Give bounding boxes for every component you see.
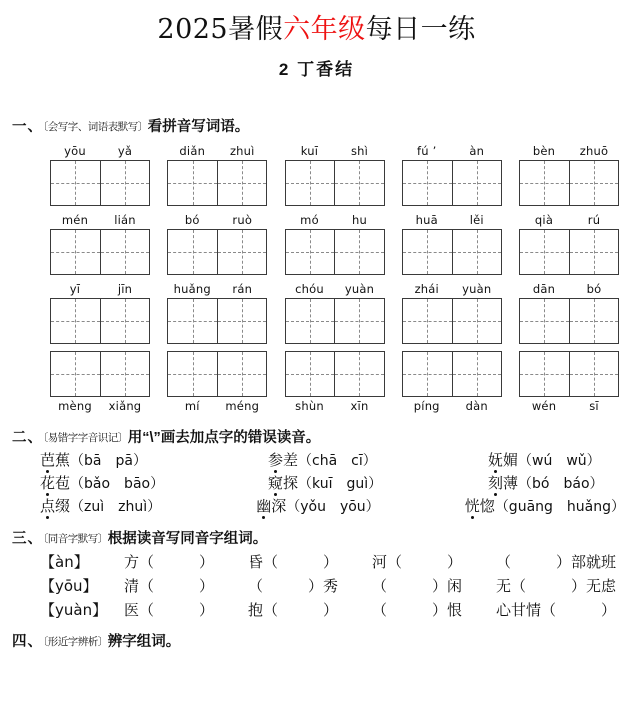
section-two-heading xyxy=(12,429,625,447)
section-four-title: 辨字组词。 xyxy=(107,633,181,650)
tianzige-cell[interactable] xyxy=(168,299,217,343)
pinyin-syllable: mó xyxy=(300,212,319,227)
section-two-number: 二、 xyxy=(12,429,43,446)
pronunciation-item[interactable] xyxy=(40,496,256,517)
tianzige-group xyxy=(519,351,619,413)
section-three-heading xyxy=(12,530,625,548)
page-header xyxy=(0,0,633,80)
tianzige-cell[interactable] xyxy=(168,161,217,205)
pinyin-syllable: qià xyxy=(534,212,554,227)
page-title-suffix: 每日一练 xyxy=(365,14,476,45)
tianzige-cell[interactable] xyxy=(569,299,618,343)
homophone-blank[interactable]: 方（ ） xyxy=(124,552,215,571)
pinyin-syllable: zhuō xyxy=(579,143,609,158)
tianzige-group xyxy=(167,282,267,344)
pinyin-syllable: shì xyxy=(350,143,369,158)
pinyin-pair xyxy=(519,144,619,158)
word-char: 惚 xyxy=(479,496,495,515)
dotted-char: 幽 xyxy=(256,496,272,515)
tianzige-cell[interactable] xyxy=(217,230,266,274)
homophone-blank[interactable]: 昏（ ） xyxy=(248,552,339,571)
homophone-blank[interactable]: （ ）恨 xyxy=(372,600,463,619)
pinyin-syllable: diǎn xyxy=(179,143,206,158)
dotted-char: 刻 xyxy=(488,473,504,492)
pinyin-syllable: dàn xyxy=(465,398,488,413)
pronunciation-row xyxy=(40,496,625,517)
tianzige-box-pair[interactable] xyxy=(402,351,502,397)
pinyin-pair xyxy=(285,144,385,158)
tianzige-group xyxy=(519,213,619,275)
dotted-char: 芭 xyxy=(40,450,56,469)
tianzige-group xyxy=(50,351,150,413)
pronunciation-options[interactable]: （kuī guì） xyxy=(298,475,383,492)
word-char: 蕉 xyxy=(55,450,71,469)
pinyin-syllable: bó xyxy=(184,212,200,227)
tianzige-group xyxy=(402,213,502,275)
pinyin-syllable: bèn xyxy=(532,143,556,158)
tianzige-cell[interactable] xyxy=(452,161,501,205)
pinyin-pair xyxy=(402,144,502,158)
pinyin-syllable: rán xyxy=(232,281,253,296)
pinyin-syllable: lián xyxy=(114,212,136,227)
section-four-heading xyxy=(12,633,625,651)
tianzige-cell[interactable] xyxy=(51,230,100,274)
pinyin-syllable: lěi xyxy=(469,212,484,227)
tianzige-cell[interactable] xyxy=(403,161,452,205)
pinyin-syllable: yuàn xyxy=(344,281,375,296)
pronunciation-options[interactable]: （zuì zhuì） xyxy=(70,498,162,515)
homophone-pinyin-key: 【yuàn】 xyxy=(40,600,108,619)
tianzige-cell[interactable] xyxy=(286,352,335,396)
pinyin-syllable: àn xyxy=(469,143,485,158)
tianzige-box-pair[interactable] xyxy=(519,160,619,206)
pinyin-syllable: dān xyxy=(532,281,556,296)
section-pinyin-writing xyxy=(0,118,633,412)
word-char: 薄 xyxy=(503,473,519,492)
page-title-highlight: 六年级 xyxy=(283,14,366,45)
dotted-char: 妩 xyxy=(488,450,504,469)
tianzige-cell[interactable] xyxy=(520,299,569,343)
page-title xyxy=(0,14,633,46)
pinyin-pair xyxy=(50,399,150,413)
dotted-char: 参 xyxy=(268,450,284,469)
tianzige-cell[interactable] xyxy=(334,230,383,274)
tianzige-row xyxy=(12,282,625,344)
tianzige-box-pair[interactable] xyxy=(167,229,267,275)
tianzige-cell[interactable] xyxy=(452,299,501,343)
pinyin-pair xyxy=(50,144,150,158)
pinyin-syllable: huǎng xyxy=(173,281,211,296)
homophone-row xyxy=(40,551,625,573)
homophone-pinyin-key: 【àn】 xyxy=(40,552,89,571)
pronunciation-options[interactable]: （guāng huǎng） xyxy=(494,498,625,515)
pronunciation-row xyxy=(40,450,625,471)
pronunciation-item[interactable] xyxy=(256,496,465,517)
section-one-heading xyxy=(12,118,625,136)
pinyin-syllable: píng xyxy=(413,398,440,413)
tianzige-group xyxy=(167,144,267,206)
tianzige-box-pair[interactable] xyxy=(167,298,267,344)
pronunciation-item[interactable] xyxy=(465,496,625,517)
pinyin-pair xyxy=(50,213,150,227)
word-char: 差 xyxy=(283,450,299,469)
section-two-tag: 〔易错字字音识记〕 xyxy=(43,431,128,444)
tianzige-cell[interactable] xyxy=(403,299,452,343)
pinyin-syllable: chóu xyxy=(295,281,324,296)
tianzige-group xyxy=(285,213,385,275)
pinyin-syllable: zhuì xyxy=(229,143,255,158)
tianzige-cell[interactable] xyxy=(217,299,266,343)
pronunciation-options[interactable]: （yǒu yōu） xyxy=(286,498,380,515)
page-title-prefix: 2025暑假 xyxy=(157,14,284,45)
pinyin-syllable: méng xyxy=(225,398,260,413)
pinyin-syllable: kuī xyxy=(300,143,319,158)
pinyin-pair xyxy=(285,213,385,227)
tianzige-group xyxy=(50,144,150,206)
tianzige-cell[interactable] xyxy=(520,352,569,396)
section-one-title: 看拼音写词语。 xyxy=(147,119,250,136)
tianzige-row xyxy=(12,213,625,275)
pronunciation-options[interactable]: （bǎo bāo） xyxy=(70,475,165,492)
tianzige-group xyxy=(285,351,385,413)
pinyin-syllable: mén xyxy=(61,212,89,227)
tianzige-box-pair[interactable] xyxy=(167,160,267,206)
pinyin-syllable: yōu xyxy=(64,143,86,158)
pronunciation-item[interactable] xyxy=(268,473,488,494)
tianzige-group xyxy=(519,282,619,344)
pinyin-syllable: jīn xyxy=(117,281,133,296)
tianzige-cell[interactable] xyxy=(520,161,569,205)
homophone-blank[interactable]: 无（ ）无虑 xyxy=(496,576,617,595)
pinyin-syllable: hu xyxy=(352,212,367,227)
homophone-blank[interactable]: （ ）部就班 xyxy=(496,552,617,571)
tianzige-box-pair[interactable] xyxy=(519,229,619,275)
tianzige-cell[interactable] xyxy=(452,230,501,274)
pinyin-syllable: wén xyxy=(531,398,557,413)
pinyin-pair xyxy=(519,213,619,227)
page-subtitle: 2 丁香结 xyxy=(278,60,355,80)
homophone-blank[interactable]: 抱（ ） xyxy=(248,600,339,619)
pinyin-syllable: shùn xyxy=(295,398,324,413)
pinyin-pair xyxy=(519,282,619,296)
tianzige-cell[interactable] xyxy=(100,299,149,343)
tianzige-box-pair[interactable] xyxy=(50,351,150,397)
tianzige-group xyxy=(167,213,267,275)
pronunciation-row xyxy=(40,473,625,494)
tianzige-cell[interactable] xyxy=(569,161,618,205)
tianzige-cell[interactable] xyxy=(452,352,501,396)
tianzige-cell[interactable] xyxy=(334,352,383,396)
pronunciation-options[interactable]: （bā pā） xyxy=(70,452,147,469)
dotted-char: 窥 xyxy=(268,473,284,492)
pinyin-syllable: sī xyxy=(589,398,599,413)
homophone-row xyxy=(40,575,625,597)
tianzige-cell[interactable] xyxy=(334,299,383,343)
tianzige-row xyxy=(12,144,625,206)
pinyin-pair xyxy=(402,282,502,296)
tianzige-cell[interactable] xyxy=(51,352,100,396)
tianzige-box-pair[interactable] xyxy=(50,298,150,344)
homophone-blank[interactable]: 清（ ） xyxy=(124,576,215,595)
section-three-tag: 〔同音字默写〕 xyxy=(43,532,108,545)
tianzige-cell[interactable] xyxy=(403,352,452,396)
tianzige-box-pair[interactable] xyxy=(402,160,502,206)
pronunciation-item[interactable] xyxy=(488,473,604,494)
tianzige-box-pair[interactable] xyxy=(402,229,502,275)
pinyin-pair xyxy=(402,399,502,413)
tianzige-cell[interactable] xyxy=(286,230,335,274)
tianzige-box-pair[interactable] xyxy=(285,298,385,344)
pinyin-pair xyxy=(285,399,385,413)
homophone-blank[interactable]: 医（ ） xyxy=(124,600,215,619)
pronunciation-item[interactable] xyxy=(268,450,488,471)
pinyin-syllable: yǎ xyxy=(117,143,133,158)
tianzige-box-pair[interactable] xyxy=(519,351,619,397)
pinyin-pair xyxy=(167,144,267,158)
section-four-tag: 〔形近字辨析〕 xyxy=(43,635,108,648)
tianzige-box-pair[interactable] xyxy=(402,298,502,344)
section-wrong-pronunciation xyxy=(0,429,633,517)
word-char: 缀 xyxy=(55,496,71,515)
pronunciation-options[interactable]: （wú wǔ） xyxy=(518,452,601,469)
section-four-number: 四、 xyxy=(12,633,43,650)
pronunciation-options[interactable]: （chā cī） xyxy=(298,452,377,469)
pinyin-syllable: rú xyxy=(587,212,601,227)
tianzige-cell[interactable] xyxy=(168,230,217,274)
pinyin-pair xyxy=(167,282,267,296)
pinyin-pair xyxy=(50,282,150,296)
tianzige-group xyxy=(50,282,150,344)
pronunciation-rows xyxy=(12,450,625,517)
dotted-char: 花 xyxy=(40,473,56,492)
pinyin-syllable: xīn xyxy=(350,398,369,413)
pinyin-syllable: ruò xyxy=(232,212,253,227)
pinyin-pair xyxy=(167,213,267,227)
tianzige-cell[interactable] xyxy=(520,230,569,274)
section-three-title: 根据读音写同音字组词。 xyxy=(107,530,268,547)
pronunciation-options[interactable]: （bó báo） xyxy=(518,475,604,492)
tianzige-cell[interactable] xyxy=(100,352,149,396)
homophone-blank[interactable]: 河（ ） xyxy=(372,552,463,571)
tianzige-row xyxy=(12,351,625,413)
word-char: 深 xyxy=(271,496,287,515)
tianzige-cell[interactable] xyxy=(569,352,618,396)
tianzige-cell[interactable] xyxy=(217,352,266,396)
section-three-number: 三、 xyxy=(12,530,43,547)
pinyin-syllable: xiǎng xyxy=(108,398,142,413)
tianzige-group xyxy=(285,282,385,344)
tianzige-group xyxy=(50,213,150,275)
tianzige-box-pair[interactable] xyxy=(285,229,385,275)
pronunciation-item[interactable] xyxy=(488,450,601,471)
tianzige-box-pair[interactable] xyxy=(285,351,385,397)
pinyin-syllable: zhái xyxy=(414,281,439,296)
dotted-char: 点 xyxy=(40,496,56,515)
tianzige-cell[interactable] xyxy=(217,161,266,205)
tianzige-box-pair[interactable] xyxy=(50,160,150,206)
homophone-blank[interactable]: （ ）闲 xyxy=(372,576,463,595)
tianzige-group xyxy=(402,144,502,206)
pronunciation-item[interactable] xyxy=(40,473,268,494)
tianzige-cell[interactable] xyxy=(168,352,217,396)
section-similar-characters xyxy=(0,633,633,651)
tianzige-box-pair[interactable] xyxy=(285,160,385,206)
tianzige-cell[interactable] xyxy=(286,299,335,343)
pinyin-syllable: mí xyxy=(184,398,200,413)
section-one-tag: 〔会写字、词语表默写〕 xyxy=(43,121,148,134)
word-char: 媚 xyxy=(503,450,519,469)
section-two-title: 用“\”画去加点字的错误读音。 xyxy=(127,429,321,446)
tianzige-cell[interactable] xyxy=(334,161,383,205)
tianzige-group xyxy=(519,144,619,206)
homophone-pinyin-key: 【yōu】 xyxy=(40,576,98,595)
tianzige-cell[interactable] xyxy=(569,230,618,274)
homophone-row xyxy=(40,599,625,621)
word-char: 探 xyxy=(283,473,299,492)
tianzige-cell[interactable] xyxy=(286,161,335,205)
pinyin-syllable: bó xyxy=(586,281,602,296)
tianzige-cell[interactable] xyxy=(100,230,149,274)
pinyin-pair xyxy=(285,282,385,296)
tianzige-box-pair[interactable] xyxy=(519,298,619,344)
tianzige-box-pair[interactable] xyxy=(167,351,267,397)
pinyin-pair xyxy=(402,213,502,227)
section-one-number: 一、 xyxy=(12,119,43,136)
homophone-blank[interactable]: （ ）秀 xyxy=(248,576,339,595)
pinyin-syllable: huā xyxy=(415,212,438,227)
pronunciation-item[interactable] xyxy=(40,450,268,471)
dotted-char: 恍 xyxy=(464,496,480,515)
pinyin-syllable: mèng xyxy=(58,398,92,413)
tianzige-group xyxy=(167,351,267,413)
pinyin-syllable: yuàn xyxy=(462,281,492,296)
tianzige-box-pair[interactable] xyxy=(50,229,150,275)
tianzige-group xyxy=(402,351,502,413)
tianzige-cell[interactable] xyxy=(403,230,452,274)
section-homophone-writing xyxy=(0,530,633,621)
homophone-rows xyxy=(12,551,625,621)
tianzige-cell[interactable] xyxy=(100,161,149,205)
homophone-blank[interactable]: 心甘情（ ） xyxy=(496,600,617,619)
pinyin-pair xyxy=(167,399,267,413)
tianzige-cell[interactable] xyxy=(51,299,100,343)
pinyin-syllable: fú ’ xyxy=(417,143,437,158)
pinyin-pair xyxy=(519,399,619,413)
word-char: 苞 xyxy=(55,473,71,492)
tianzige-group xyxy=(285,144,385,206)
tianzige-group xyxy=(402,282,502,344)
tianzige-cell[interactable] xyxy=(51,161,100,205)
pinyin-syllable: yī xyxy=(69,281,81,296)
